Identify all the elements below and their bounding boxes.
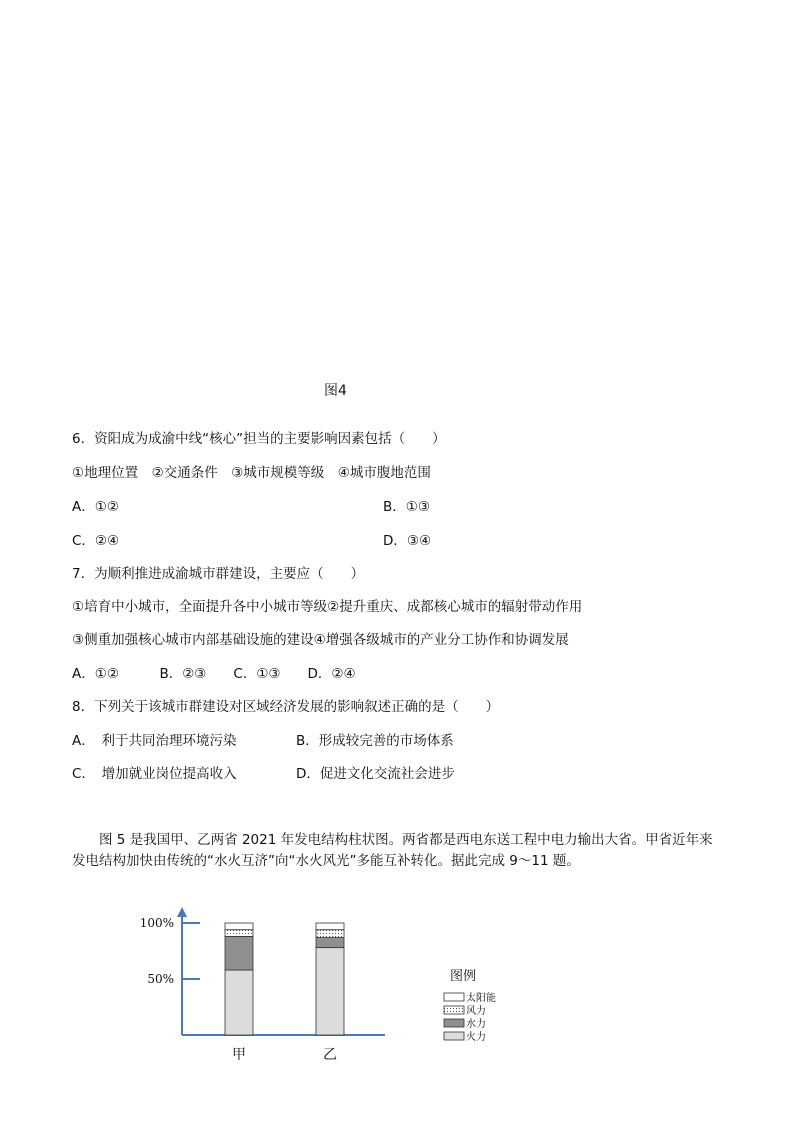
q6-stem: 6．资阳成为成渝中线“核心”担当的主要影响因素包括（ ） bbox=[72, 431, 446, 447]
q6-option-a: A．①② bbox=[72, 499, 119, 515]
q6-option-b: B．①③ bbox=[383, 499, 430, 515]
legend-label: 水力 bbox=[466, 1019, 486, 1030]
q7-item-2: ③侧重加强核心城市内部基础设施的建设④增强各级城市的产业分工协作和协调发展 bbox=[72, 632, 569, 648]
q6-option-d: D．③④ bbox=[383, 533, 432, 549]
legend-label: 太阳能 bbox=[466, 993, 496, 1004]
legend-swatch bbox=[444, 993, 464, 1001]
bar-segment bbox=[225, 923, 253, 930]
q8-stem: 8．下列关于该城市群建设对区域经济发展的影响叙述正确的是（ ） bbox=[72, 699, 500, 715]
chart-legend bbox=[440, 965, 520, 1045]
bar-segment bbox=[316, 948, 344, 1035]
y-tick-label: 50% bbox=[147, 972, 174, 986]
bar-segment bbox=[316, 923, 344, 930]
q7-options: A．①② B．②③ C．①③ D．②④ bbox=[72, 666, 356, 682]
q8-option-b: B．形成较完善的市场体系 bbox=[296, 733, 454, 749]
legend-swatch bbox=[444, 1032, 464, 1040]
bar-segment bbox=[225, 930, 253, 937]
figure-4-caption: 图4 bbox=[324, 383, 347, 399]
x-category-label: 甲 bbox=[232, 1047, 246, 1063]
power-structure-chart bbox=[130, 905, 400, 1070]
q6-items: ①地理位置 ②交通条件 ③城市规模等级 ④城市腹地范围 bbox=[72, 465, 431, 481]
q8-option-a: A． 利于共同治理环境污染 bbox=[72, 733, 237, 749]
y-tick-label: 100% bbox=[139, 916, 174, 930]
x-category-label: 乙 bbox=[323, 1047, 337, 1063]
bar-segment bbox=[225, 970, 253, 1035]
legend-title: 图例 bbox=[450, 969, 477, 984]
q6-option-c: C．②④ bbox=[72, 533, 120, 549]
intro-line-2: 发电结构加快由传统的“水火互济”向“水火风光”多能互补转化。据此完成 9～11 题。 bbox=[72, 853, 580, 869]
legend-swatch bbox=[444, 1019, 464, 1027]
bar-segment bbox=[316, 938, 344, 948]
intro-line-1: 图 5 是我国甲、乙两省 2021 年发电结构柱状图。两省都是西电东送工程中电力输出大省。甲省近年来 bbox=[72, 832, 713, 848]
q7-item-1: ①培育中小城市，全面提升各中小城市等级②提升重庆、成都核心城市的辐射带动作用 bbox=[72, 599, 583, 615]
q8-option-d: D．促进文化交流社会进步 bbox=[296, 766, 455, 782]
legend-label: 风力 bbox=[466, 1006, 486, 1017]
q8-option-c: C． 增加就业岗位提高收入 bbox=[72, 766, 237, 782]
bar-segment bbox=[225, 936, 253, 970]
bar-segment bbox=[316, 930, 344, 938]
q7-stem: 7．为顺利推进成渝城市群建设，主要应（ ） bbox=[72, 566, 365, 582]
legend-label: 火力 bbox=[466, 1032, 486, 1043]
legend-swatch bbox=[444, 1006, 464, 1014]
y-axis-arrow bbox=[177, 907, 187, 917]
